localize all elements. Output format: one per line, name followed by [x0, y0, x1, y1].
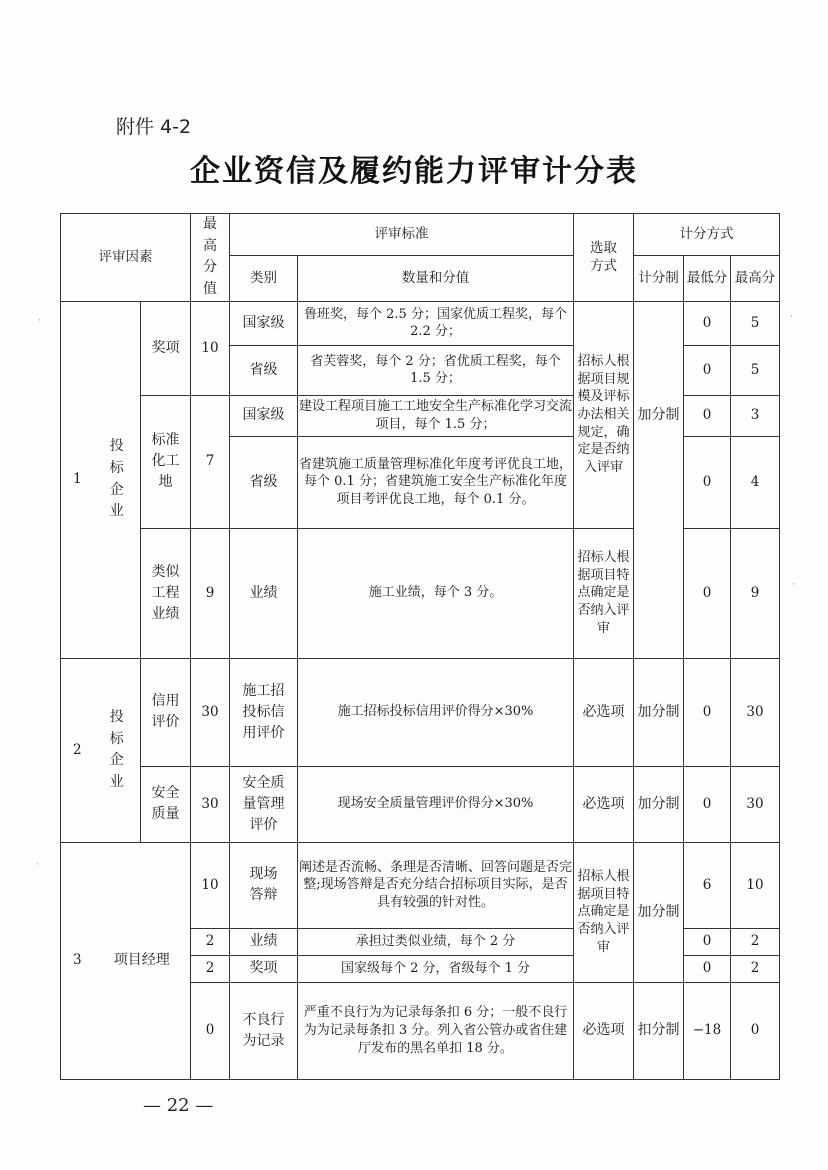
header-category: 类别 — [230, 255, 298, 301]
s2-safety-text: 现场安全质量管理评价得分×30% — [298, 766, 574, 842]
section3-no: 3 — [61, 842, 94, 1079]
header-factor: 评审因素 — [61, 214, 191, 302]
header-selection: 选取方式 — [574, 214, 634, 302]
s3-defense-max: 10 — [191, 842, 230, 928]
s2-safety-max: 30 — [191, 766, 230, 842]
s1-site-national-max: 3 — [731, 395, 780, 436]
s1-awards-prov-min: 0 — [684, 345, 731, 395]
s2-credit-max: 30 — [191, 658, 230, 766]
s2-safety-maxv: 30 — [731, 766, 780, 842]
attachment-label: 附件 4-2 — [116, 116, 192, 138]
s3-performance-maxv: 2 — [731, 928, 780, 955]
s3-bad-cat: 不良行为记录 — [230, 982, 298, 1079]
header-qty-score: 数量和分值 — [298, 255, 574, 301]
s3-awards-max: 2 — [191, 955, 230, 982]
s2-safety-scoring: 加分制 — [634, 766, 684, 842]
header-min-score: 最低分 — [684, 255, 731, 301]
section1-name: 投标企业 — [94, 301, 141, 658]
section1-no: 1 — [61, 301, 94, 658]
page-title: 企业资信及履约能力评审计分表 — [190, 154, 638, 189]
s2-credit-name: 信用评价 — [141, 658, 191, 766]
s1-site-national-text: 建设工程项目施工工地安全生产标准化学习交流项目，每个 1.5 分； — [298, 395, 574, 436]
s2-credit-selection: 必选项 — [574, 658, 634, 766]
s1-awards-prov-text: 省芙蓉奖，每个 2 分；省优质工程奖，每个 1.5 分； — [298, 345, 574, 395]
s2-safety-selection: 必选项 — [574, 766, 634, 842]
s3-defense-text: 阐述是否流畅、条理是否清晰、回答问题是否完整;现场答辩是否充分结合招标项目实际，是否具有较强的针对性。 — [298, 842, 574, 928]
s1-awards-prov-cat: 省级 — [230, 345, 298, 395]
s2-credit-scoring: 加分制 — [634, 658, 684, 766]
s3-bad-max: 0 — [191, 982, 230, 1079]
page-number: — 22 — — [143, 1095, 214, 1116]
s1-awards-prov-max: 5 — [731, 345, 780, 395]
s3-bad-min: −18 — [684, 982, 731, 1079]
s3-performance-min: 0 — [684, 928, 731, 955]
header-scoring-system: 计分制 — [634, 255, 684, 301]
s3-bad-maxv: 0 — [731, 982, 780, 1079]
s1-awards-name: 奖项 — [141, 301, 191, 395]
s3-bad-selection: 必选项 — [574, 982, 634, 1079]
s1-site-max: 7 — [191, 395, 230, 528]
s1-awards-national-max: 5 — [731, 301, 780, 345]
s1-site-national-cat: 国家级 — [230, 395, 298, 436]
scoring-table — [60, 213, 780, 1080]
section3-name: 项目经理 — [94, 842, 191, 1079]
s1-site-national-min: 0 — [684, 395, 731, 436]
section2-no: 2 — [61, 658, 94, 842]
s1-site-prov-text: 省建筑施工质量管理标准化年度考评优良工地，每个 0.1 分；省建筑施工安全生产标准化年度项目考评优良工地，每个 0.1 分。 — [298, 436, 574, 528]
s1-awards-national-cat: 国家级 — [230, 301, 298, 345]
s3-performance-text: 承担过类似业绩，每个 2 分 — [298, 928, 574, 955]
header-scoring: 计分方式 — [634, 214, 780, 256]
s1-awards-national-min: 0 — [684, 301, 731, 345]
s3-bad-text: 严重不良行为为记录每条扣 6 分；一般不良行为为记录每条扣 3 分。列入省公管办或省住建厅发布的黑名单扣 18 分。 — [298, 982, 574, 1079]
s3-defense-cat: 现场答辩 — [230, 842, 298, 928]
s3-awards-maxv: 2 — [731, 955, 780, 982]
s1-site-name: 标准化工地 — [141, 395, 191, 528]
s1-similar-min: 0 — [684, 528, 731, 658]
header-max-score: 最高分值 — [191, 214, 230, 302]
scan-mark: · — [790, 312, 793, 322]
s3-scoring-a: 加分制 — [634, 842, 684, 982]
s1-similar-maxv: 9 — [731, 528, 780, 658]
header-max-score-2: 最高分 — [731, 255, 780, 301]
s1-similar-max: 9 — [191, 528, 230, 658]
s3-awards-text: 国家级每个 2 分，省级每个 1 分 — [298, 955, 574, 982]
s3-performance-cat: 业绩 — [230, 928, 298, 955]
s3-awards-min: 0 — [684, 955, 731, 982]
s3-performance-max: 2 — [191, 928, 230, 955]
s1-scoring-continued — [634, 528, 684, 658]
s2-credit-cat: 施工招投标信用评价 — [230, 658, 298, 766]
s2-credit-min: 0 — [684, 658, 731, 766]
s1-site-prov-min: 0 — [684, 436, 731, 528]
s1-site-prov-max: 4 — [731, 436, 780, 528]
section2-name: 投标企业 — [94, 658, 141, 842]
s2-safety-cat: 安全质量管理评价 — [230, 766, 298, 842]
s2-credit-text: 施工招标投标信用评价得分×30% — [298, 658, 574, 766]
s1-site-prov-cat: 省级 — [230, 436, 298, 528]
header-standard: 评审标准 — [230, 214, 574, 256]
s1-similar-text: 施工业绩，每个 3 分。 — [298, 528, 574, 658]
s1-similar-selection: 招标人根据项目特点确定是否纳入评审 — [574, 528, 634, 658]
s3-awards-cat: 奖项 — [230, 955, 298, 982]
scan-mark: · — [38, 316, 41, 326]
s1-scoring-a: 加分制 — [634, 301, 684, 528]
s3-defense-min: 6 — [684, 842, 731, 928]
scan-mark: · — [36, 860, 39, 870]
s3-selection-a: 招标人根据项目特点确定是否纳入评审 — [574, 842, 634, 982]
s1-selection-a: 招标人根据项目规模及评标办法相关规定，确定是否纳入评审 — [574, 301, 634, 528]
s1-awards-national-text: 鲁班奖，每个 2.5 分；国家优质工程奖，每个 2.2 分； — [298, 301, 574, 345]
s3-defense-maxv: 10 — [731, 842, 780, 928]
s2-credit-maxv: 30 — [731, 658, 780, 766]
s1-similar-cat: 业绩 — [230, 528, 298, 658]
scan-mark: · — [792, 580, 795, 590]
s1-similar-name: 类似工程业绩 — [141, 528, 191, 658]
s3-bad-scoring: 扣分制 — [634, 982, 684, 1079]
s2-safety-min: 0 — [684, 766, 731, 842]
s2-safety-name: 安全质量 — [141, 766, 191, 842]
s1-awards-max: 10 — [191, 301, 230, 395]
